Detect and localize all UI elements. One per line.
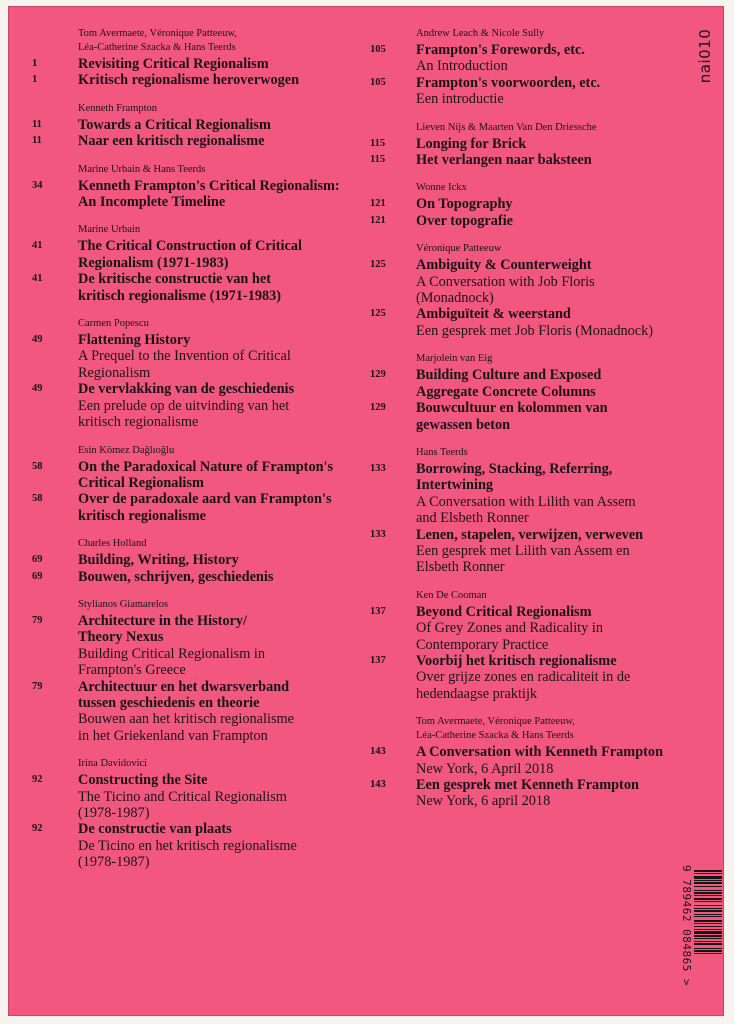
chapter-title: gewassen beton [416, 416, 511, 433]
entry-author: Léa-Catherine Szacka & Hans Teerds [416, 730, 574, 742]
chapter-subtitle: A Conversation with Lilith van Assem [416, 493, 636, 510]
entry-author: Wonne Ickx [416, 182, 467, 194]
chapter-title: Constructing the Site [78, 772, 208, 789]
chapter-title: On Topography [416, 196, 513, 213]
entry-author: Tom Avermaete, Véronique Patteeuw, [416, 716, 575, 728]
chapter-title: kritisch regionalisme (1971-1983) [78, 287, 282, 304]
chapter-title: Ambiguity & Counterweight [416, 257, 592, 274]
chapter-title: De vervlakking van de geschiedenis [78, 381, 295, 398]
entry-author: Charles Holland [78, 538, 147, 550]
barcode-bar [694, 898, 722, 900]
toc-entry [32, 103, 372, 150]
page-number: 41 [32, 240, 43, 252]
chapter-subtitle: Contemporary Practice [416, 636, 549, 653]
chapter-title: Lenen, stapelen, verwijzen, verweven [416, 526, 644, 543]
page-number: 92 [32, 823, 43, 835]
chapter-title: Ambiguïteit & weerstand [416, 306, 571, 323]
toc-item [32, 772, 372, 821]
toc-entry [370, 243, 690, 339]
chapter-subtitle: hedendaagse praktijk [416, 685, 538, 702]
page-number: 133 [370, 528, 386, 540]
chapter-title: Aggregate Concrete Columns [416, 383, 596, 400]
chapter-title: Longing for Brick [416, 135, 527, 152]
barcode-bar [694, 876, 722, 879]
toc-entry [32, 445, 372, 525]
toc-item [32, 178, 372, 211]
chapter-title: A Conversation with Kenneth Frampton [416, 744, 664, 761]
chapter-subtitle: and Elsbeth Ronner [416, 510, 529, 527]
chapter-title: Building Culture and Exposed [416, 367, 602, 384]
toc-entry [32, 224, 372, 304]
toc-item [32, 238, 372, 271]
page-number: 105 [370, 44, 386, 55]
toc-item [32, 56, 372, 72]
toc-item [32, 821, 372, 870]
toc-item [32, 381, 372, 430]
chapter-title: Naar een kritisch regionalisme [78, 133, 265, 150]
toc-item [32, 613, 372, 679]
barcode-bar [694, 905, 722, 906]
toc-item [32, 459, 372, 492]
page-number: 129 [370, 402, 386, 414]
chapter-subtitle: Over grijze zones en radicaliteit in de [416, 669, 631, 686]
page-number: 105 [370, 76, 386, 88]
barcode-bar [694, 890, 722, 891]
barcode-bar [694, 908, 722, 909]
barcode-bar [694, 929, 722, 930]
chapter-title: Het verlangen naar baksteen [416, 152, 592, 169]
chapter-subtitle: kritisch regionalisme [78, 414, 199, 431]
toc-item [370, 777, 690, 810]
toc-left-column [32, 28, 372, 885]
page-number: 79 [32, 680, 43, 692]
page-number: 143 [370, 746, 386, 758]
toc-entry [32, 758, 372, 870]
barcode-bar [694, 935, 722, 937]
chapter-subtitle: Een gesprek met Lilith van Assem en [416, 542, 630, 559]
chapter-title: Kenneth Frampton's Critical Regionalism: [78, 177, 340, 194]
barcode-bar [694, 886, 722, 887]
toc-item [370, 136, 690, 152]
book-back-cover [8, 6, 724, 1016]
barcode-bar [694, 901, 722, 902]
chapter-title: Revisiting Critical Regionalism [78, 56, 269, 72]
chapter-subtitle: New York, 6 april 2018 [416, 793, 551, 810]
toc-item [370, 400, 690, 433]
page-number: 143 [370, 779, 386, 790]
barcode-bar [694, 953, 722, 954]
chapter-title: On the Paradoxical Nature of Frampton's [78, 458, 334, 475]
chapter-title: tussen geschiedenis en theorie [78, 694, 260, 711]
entry-author: Hans Teerds [416, 446, 468, 458]
toc-item [370, 604, 690, 653]
toc-item [370, 42, 690, 75]
publisher-logo [692, 28, 718, 84]
toc-entry [370, 182, 690, 229]
toc-entry [370, 716, 690, 810]
chapter-title: Architectuur en het dwarsverband [78, 678, 290, 695]
barcode-bar [694, 914, 722, 915]
chapter-subtitle: Elsbeth Ronner [416, 559, 505, 576]
toc-item [32, 491, 372, 524]
isbn-number: 9 789462 084865 > [680, 865, 693, 987]
toc-item [370, 744, 690, 777]
chapter-subtitle: The Ticino and Critical Regionalism [78, 788, 287, 805]
toc-entry [32, 164, 372, 211]
entry-author: Stylianos Giamarelos [78, 598, 169, 610]
chapter-subtitle: Regionalism [78, 364, 151, 381]
toc-item [32, 117, 372, 133]
page-number: 11 [32, 118, 42, 130]
chapter-subtitle: Building Critical Regionalism in [78, 645, 266, 662]
chapter-title: Frampton's Forewords, etc. [416, 42, 585, 58]
entry-author: Kenneth Frampton [78, 102, 158, 114]
entry-author: Carmen Popescu [78, 318, 149, 330]
barcode-bar [694, 943, 722, 945]
chapter-subtitle: (1978-1987) [78, 854, 150, 871]
entry-author: Marine Urbain [78, 224, 141, 236]
page-number: 1 [32, 58, 38, 69]
barcode-bar [694, 873, 722, 874]
page-number: 125 [370, 308, 386, 320]
toc-item [32, 133, 372, 149]
page-number: 79 [32, 614, 43, 626]
barcode-bar [694, 938, 722, 939]
toc-entry [32, 538, 372, 585]
barcode-bar [694, 882, 722, 884]
toc-right-column [370, 28, 690, 824]
entry-author: Tom Avermaete, Véronique Patteeuw, [78, 28, 237, 39]
chapter-subtitle: (Monadnock) [416, 290, 494, 307]
barcode-bar [694, 880, 722, 881]
chapter-title: Architecture in the History/ [78, 612, 248, 629]
page-number: 121 [370, 198, 386, 210]
barcode-bar [694, 931, 722, 934]
chapter-subtitle: in het Griekenland van Frampton [78, 727, 268, 744]
chapter-title: Een gesprek met Kenneth Frampton [416, 777, 639, 793]
chapter-subtitle: Een prelude op de uitvinding van het [78, 397, 290, 414]
page-number: 49 [32, 334, 43, 346]
chapter-subtitle: An Introduction [416, 58, 508, 75]
toc-item [32, 679, 372, 745]
page-number: 129 [370, 369, 386, 381]
barcode-bar [694, 923, 722, 924]
toc-item [32, 332, 372, 381]
entry-author: Esin Kömez Dağlıoğlu [78, 444, 175, 456]
chapter-title: Intertwining [416, 477, 494, 494]
entry-author: Marine Urbain & Hans Teerds [78, 163, 206, 175]
entry-author: Léa-Catherine Szacka & Hans Teerds [78, 42, 236, 53]
chapter-title: Over topografie [416, 212, 514, 229]
toc-entry [370, 590, 690, 702]
barcode-bar [694, 870, 722, 872]
toc-item [32, 569, 372, 585]
chapter-title: Building, Writing, History [78, 552, 239, 569]
chapter-title: Frampton's voorwoorden, etc. [416, 74, 601, 91]
chapter-title: Critical Regionalism [78, 474, 204, 491]
page-number: 115 [370, 154, 386, 166]
chapter-title: De kritische constructie van het [78, 271, 271, 288]
page-number: 69 [32, 554, 43, 566]
chapter-title: Kritisch regionalisme heroverwogen [78, 72, 300, 89]
chapter-subtitle: New York, 6 April 2018 [416, 760, 554, 777]
chapter-title: Over de paradoxale aard van Frampton's [78, 491, 332, 508]
toc-item [370, 306, 690, 339]
page-number: 69 [32, 570, 43, 582]
entry-author: Ken De Cooman [416, 589, 487, 601]
page-number: 92 [32, 774, 43, 786]
toc-entry [370, 28, 690, 108]
entry-author: Marjolein van Eig [416, 353, 493, 365]
page-number: 1 [32, 74, 38, 86]
isbn-barcode [668, 866, 724, 1006]
toc-item [370, 527, 690, 576]
toc-item [370, 213, 690, 229]
chapter-title: Bouwen, schrijven, geschiedenis [78, 568, 274, 585]
chapter-subtitle: Een gesprek met Job Floris (Monadnock) [416, 322, 654, 339]
chapter-title: Bouwcultuur en kolommen van [416, 400, 608, 417]
chapter-title: An Incomplete Timeline [78, 194, 226, 211]
toc-item [370, 461, 690, 527]
publisher-logo-text: nai010 [696, 28, 714, 84]
chapter-title: Theory Nexus [78, 629, 164, 646]
page-number: 121 [370, 214, 386, 226]
toc-item [370, 196, 690, 212]
chapter-subtitle: (1978-1987) [78, 805, 150, 821]
toc-entry [370, 353, 690, 433]
chapter-title: Flattening History [78, 332, 191, 349]
toc-item [370, 75, 690, 108]
barcode-bar [694, 950, 722, 952]
barcode-bar [694, 910, 722, 912]
chapter-subtitle: Frampton's Greece [78, 662, 186, 679]
chapter-title: Towards a Critical Regionalism [78, 116, 271, 133]
chapter-subtitle: A Prequel to the Invention of Critical [78, 348, 291, 365]
chapter-title: kritisch regionalisme [78, 507, 207, 524]
page-number: 58 [32, 493, 43, 505]
page-number: 49 [32, 383, 43, 395]
toc-item [370, 152, 690, 168]
chapter-title: The Critical Construction of Critical [78, 238, 302, 255]
toc-entry [32, 318, 372, 430]
barcode-bar [694, 892, 722, 894]
entry-author: Andrew Leach & Nicole Sully [416, 28, 545, 39]
chapter-title: Regionalism (1971-1983) [78, 254, 229, 271]
toc-item [370, 257, 690, 306]
chapter-subtitle: A Conversation with Job Floris [416, 273, 595, 290]
page-number: 11 [32, 135, 42, 147]
chapter-subtitle: Of Grey Zones and Radicality in [416, 620, 603, 637]
toc-item [32, 552, 372, 568]
barcode-bar [694, 895, 722, 896]
toc-item [370, 653, 690, 702]
page-number: 125 [370, 259, 386, 271]
toc-entry [370, 447, 690, 576]
chapter-title: Voorbij het kritisch regionalisme [416, 652, 617, 669]
page-number: 115 [370, 137, 386, 149]
barcode-bar [694, 941, 722, 942]
toc-item [370, 367, 690, 400]
barcode-bars [694, 866, 722, 1006]
entry-author: Lieven Nijs & Maarten Van Den Driessche [416, 121, 597, 133]
page-number: 133 [370, 462, 386, 474]
chapter-title: Borrowing, Stacking, Referring, [416, 460, 613, 477]
chapter-subtitle: De Ticino en het kritisch regionalisme [78, 837, 297, 854]
barcode-bar [694, 920, 722, 922]
toc-entry [32, 28, 372, 89]
chapter-title: Beyond Critical Regionalism [416, 603, 592, 620]
page-number: 41 [32, 273, 43, 285]
toc-entry [370, 122, 690, 169]
page-number: 58 [32, 460, 43, 472]
page-number: 34 [32, 179, 43, 191]
entry-author: Irina Davidovici [78, 758, 148, 770]
page-number: 137 [370, 654, 386, 666]
barcode-bar [694, 926, 722, 927]
toc-item [32, 72, 372, 88]
barcode-bar [694, 916, 722, 917]
toc-entry [32, 599, 372, 744]
chapter-title: De constructie van plaats [78, 821, 232, 838]
chapter-subtitle: Bouwen aan het kritisch regionalisme [78, 711, 294, 728]
chapter-subtitle: Een introductie [416, 91, 504, 108]
entry-author: Véronique Patteeuw [416, 243, 502, 255]
barcode-bar [694, 948, 722, 949]
page-number: 137 [370, 605, 386, 617]
toc-item [32, 271, 372, 304]
